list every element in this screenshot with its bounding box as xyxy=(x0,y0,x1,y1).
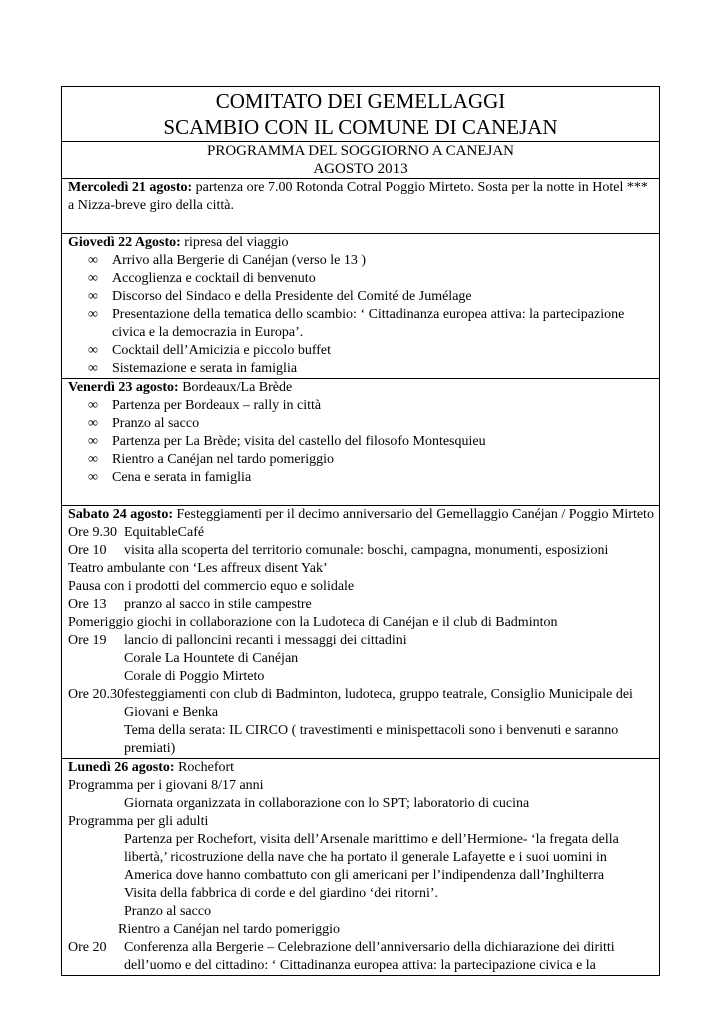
schedule-line: Ore 10 visita alla scoperta del territorio comunale: boschi, campagna, monumenti, esposizioni xyxy=(68,543,609,558)
infinity-bullet-icon: ∞ xyxy=(88,434,98,449)
schedule-line: Giornata organizzata in collaborazione con lo SPT; laboratorio di cucina xyxy=(124,796,530,811)
subtitle-line-2: AGOSTO 2013 xyxy=(313,160,408,177)
day-heading: Sabato 24 agosto: xyxy=(68,507,174,522)
schedule-line: Ore 19 lancio di palloncini recanti i messaggi dei cittadini xyxy=(68,633,407,648)
infinity-bullet-icon: ∞ xyxy=(88,253,98,268)
day-thursday xyxy=(62,234,659,379)
title-line-2: SCAMBIO CON IL COMUNE DI CANEJAN xyxy=(163,115,558,139)
schedule-line: Partenza per Rochefort, visita dell’Arsenale marittimo e dell’Hermione- ‘la fregata della libertà,’ ricostruzione della nave che ha portato il generale Lafayette e i suoi uomini in America dove hanno combattuto con gli americani per l’indipendenza dall’Inghilterra xyxy=(124,832,619,883)
day-monday xyxy=(62,759,659,975)
day-text: Festeggiamenti per il decimo anniversario del Gemellaggio Canéjan / Poggio Mirteto xyxy=(173,507,654,522)
day-text: ripresa del viaggio xyxy=(180,235,289,250)
schedule-line: Ore 13 pranzo al sacco in stile campestre xyxy=(68,597,312,612)
day-wednesday xyxy=(62,179,659,234)
day-heading: Mercoledì 21 agosto: xyxy=(68,180,193,195)
infinity-bullet-icon: ∞ xyxy=(88,416,98,431)
list-item: ∞ Cena e serata in famiglia xyxy=(88,470,252,485)
infinity-bullet-icon: ∞ xyxy=(88,289,98,304)
list-item: ∞ Cocktail dell’Amicizia e piccolo buffet xyxy=(88,343,331,358)
day-saturday xyxy=(62,506,659,759)
schedule-line: Programma per gli adulti xyxy=(68,814,209,829)
list-item: ∞ Discorso del Sindaco e della Presidente del Comité de Jumélage xyxy=(88,289,472,304)
schedule-line: Tema della serata: IL CIRCO ( travestimenti e minispettacoli sono i benvenuti e saranno premiati) xyxy=(124,723,619,756)
infinity-bullet-icon: ∞ xyxy=(88,343,98,358)
schedule-line: Ore 20 Conferenza alla Bergerie – Celebrazione dell’anniversario della dichiarazione dei diritti dell’uomo e del cittadino: ‘ Cittadinanza europea attiva: la partecipazione civica e la xyxy=(68,940,615,973)
day-heading: Lunedì 26 agosto: xyxy=(68,760,175,775)
day-text: Bordeaux/La Brède xyxy=(178,380,293,395)
infinity-bullet-icon: ∞ xyxy=(88,271,98,286)
list-item: ∞ Presentazione della tematica dello scambio: ‘ Cittadinanza europea attiva: la partecipazione civica e la democrazia in Europa’. xyxy=(88,307,625,340)
schedule-line: Teatro ambulante con ‘Les affreux disent Yak’ xyxy=(68,561,328,576)
schedule-line: Corale di Poggio Mirteto xyxy=(124,669,265,684)
day-friday xyxy=(62,379,659,506)
schedule-line: Pausa con i prodotti del commercio equo e solidale xyxy=(68,579,355,594)
infinity-bullet-icon: ∞ xyxy=(88,361,98,376)
day-text: partenza ore 7.00 Rotonda Cotral Poggio Mirteto. Sosta per la notte in Hotel *** a Nizza-breve giro della città. xyxy=(68,180,648,213)
list-item: ∞ Pranzo al sacco xyxy=(88,416,200,431)
day-text: Rochefort xyxy=(174,760,235,775)
day-heading: Giovedì 22 Agosto: xyxy=(68,235,181,250)
schedule-line: Pranzo al sacco xyxy=(124,904,212,919)
list-item: ∞ Accoglienza e cocktail di benvenuto xyxy=(88,271,316,286)
program-document xyxy=(61,86,660,976)
schedule-line: Rientro a Canéjan nel tardo pomeriggio xyxy=(118,922,340,937)
title-line-1: COMITATO DEI GEMELLAGGI xyxy=(215,89,506,113)
infinity-bullet-icon: ∞ xyxy=(88,452,98,467)
schedule-line: Visita della fabbrica di corde e del giardino ‘dei ritorni’. xyxy=(124,886,439,901)
infinity-bullet-icon: ∞ xyxy=(88,307,98,322)
schedule-line: Ore 9.30 EquitableCafé xyxy=(68,525,205,540)
schedule-line: Pomeriggio giochi in collaborazione con la Ludoteca di Canéjan e il club di Badminton xyxy=(68,615,558,630)
list-item: ∞ Rientro a Canéjan nel tardo pomeriggio xyxy=(88,452,334,467)
schedule-line: Ore 20.30 festeggiamenti con club di Badminton, ludoteca, gruppo teatrale, Consiglio Municipale dei Giovani e Benka xyxy=(68,687,633,720)
schedule-line: Corale La Hountete di Canéjan xyxy=(124,651,299,666)
document-subtitle xyxy=(62,142,659,179)
infinity-bullet-icon: ∞ xyxy=(88,470,98,485)
list-item: ∞ Partenza per Bordeaux – rally in città xyxy=(88,398,322,413)
subtitle-line-1: PROGRAMMA DEL SOGGIORNO A CANEJAN xyxy=(207,143,514,159)
document-title xyxy=(62,87,659,142)
list-item: ∞ Arrivo alla Bergerie di Canéjan (verso le 13 ) xyxy=(88,253,366,268)
list-item: ∞ Partenza per La Brède; visita del castello del filosofo Montesquieu xyxy=(88,434,486,449)
schedule-line: Programma per i giovani 8/17 anni xyxy=(68,778,264,793)
day-heading: Venerdì 23 agosto: xyxy=(68,380,179,395)
list-item: ∞ Sistemazione e serata in famiglia xyxy=(88,361,298,376)
infinity-bullet-icon: ∞ xyxy=(88,398,98,413)
